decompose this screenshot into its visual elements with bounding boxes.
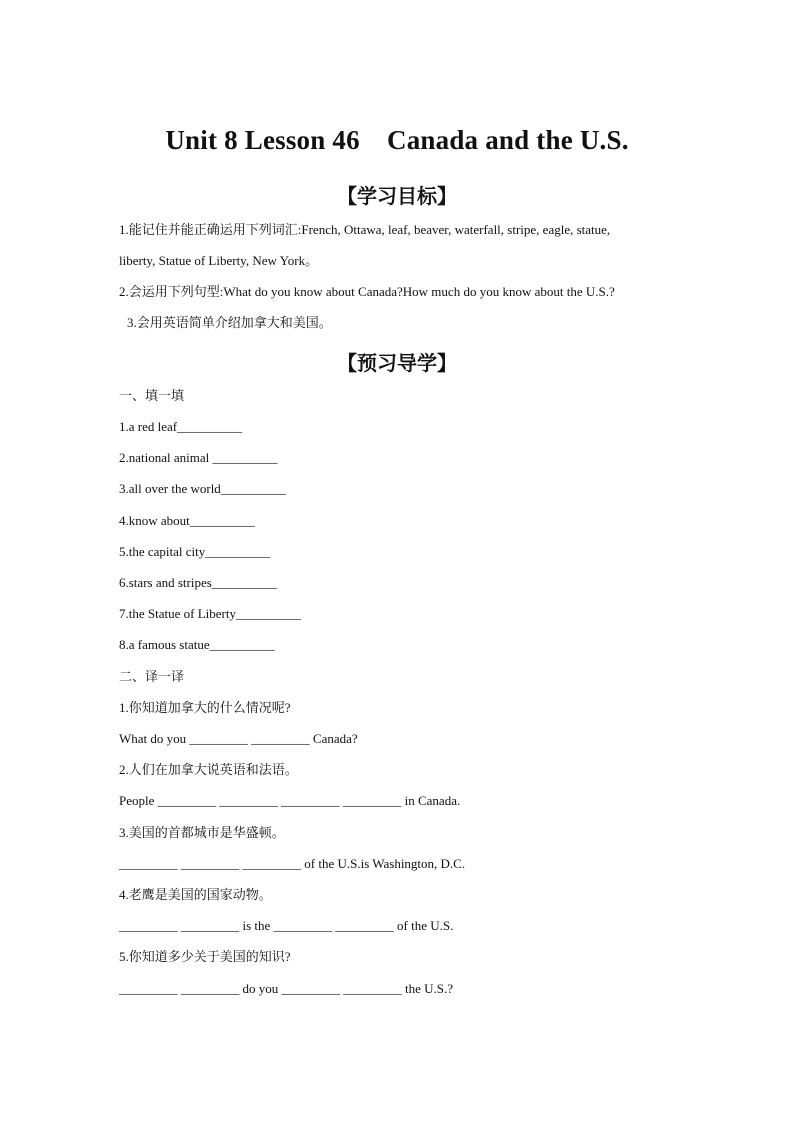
fill-item-5: 5.the capital city__________ bbox=[119, 544, 271, 559]
fill-item-1: 1.a red leaf__________ bbox=[119, 419, 243, 434]
goals-line-4: 3.会用英语简单介绍加拿大和美国。 bbox=[127, 315, 332, 330]
fill-item-6: 6.stars and stripes__________ bbox=[119, 575, 277, 590]
fill-item-2: 2.national animal __________ bbox=[119, 450, 278, 465]
translate-prompt-1: 1.你知道加拿大的什么情况呢? bbox=[119, 700, 291, 715]
translate-prompt-3: 3.美国的首都城市是华盛顿。 bbox=[119, 825, 285, 840]
goals-line-2: liberty, Statue of Liberty, New York。 bbox=[119, 253, 319, 268]
fill-item-3: 3.all over the world__________ bbox=[119, 481, 286, 496]
translate-answer-1: What do you _________ _________ Canada? bbox=[119, 731, 358, 746]
fill-item-7: 7.the Statue of Liberty__________ bbox=[119, 606, 301, 621]
goals-heading: 【学习目标】 bbox=[337, 184, 457, 208]
goals-line-1: 1.能记住并能正确运用下列词汇:French, Ottawa, leaf, beaver, waterfall, stripe, eagle, statue, bbox=[119, 222, 611, 237]
translate-answer-5: _________ _________ do you _________ _________ the U.S.? bbox=[119, 981, 454, 996]
page-title: Unit 8 Lesson 46 Canada and the U.S. bbox=[165, 125, 629, 155]
fill-item-8: 8.a famous statue__________ bbox=[119, 637, 275, 652]
translate-prompt-5: 5.你知道多少关于美国的知识? bbox=[119, 949, 291, 964]
part2-heading: 二、译一译 bbox=[119, 669, 185, 684]
translate-answer-3: _________ _________ _________ of the U.S.is Washington, D.C. bbox=[119, 856, 466, 871]
part1-heading: 一、填一填 bbox=[119, 388, 185, 403]
translate-prompt-2: 2.人们在加拿大说英语和法语。 bbox=[119, 762, 298, 777]
translate-prompt-4: 4.老鹰是美国的国家动物。 bbox=[119, 887, 272, 902]
fill-item-4: 4.know about__________ bbox=[119, 513, 255, 528]
goals-line-3: 2.会运用下列句型:What do you know about Canada?How much do you know about the U.S.? bbox=[119, 284, 615, 299]
translate-answer-2: People _________ _________ _________ _________ in Canada. bbox=[119, 793, 461, 808]
translate-answer-4: _________ _________ is the _________ _________ of the U.S. bbox=[119, 918, 454, 933]
preview-heading: 【预习导学】 bbox=[337, 351, 457, 375]
